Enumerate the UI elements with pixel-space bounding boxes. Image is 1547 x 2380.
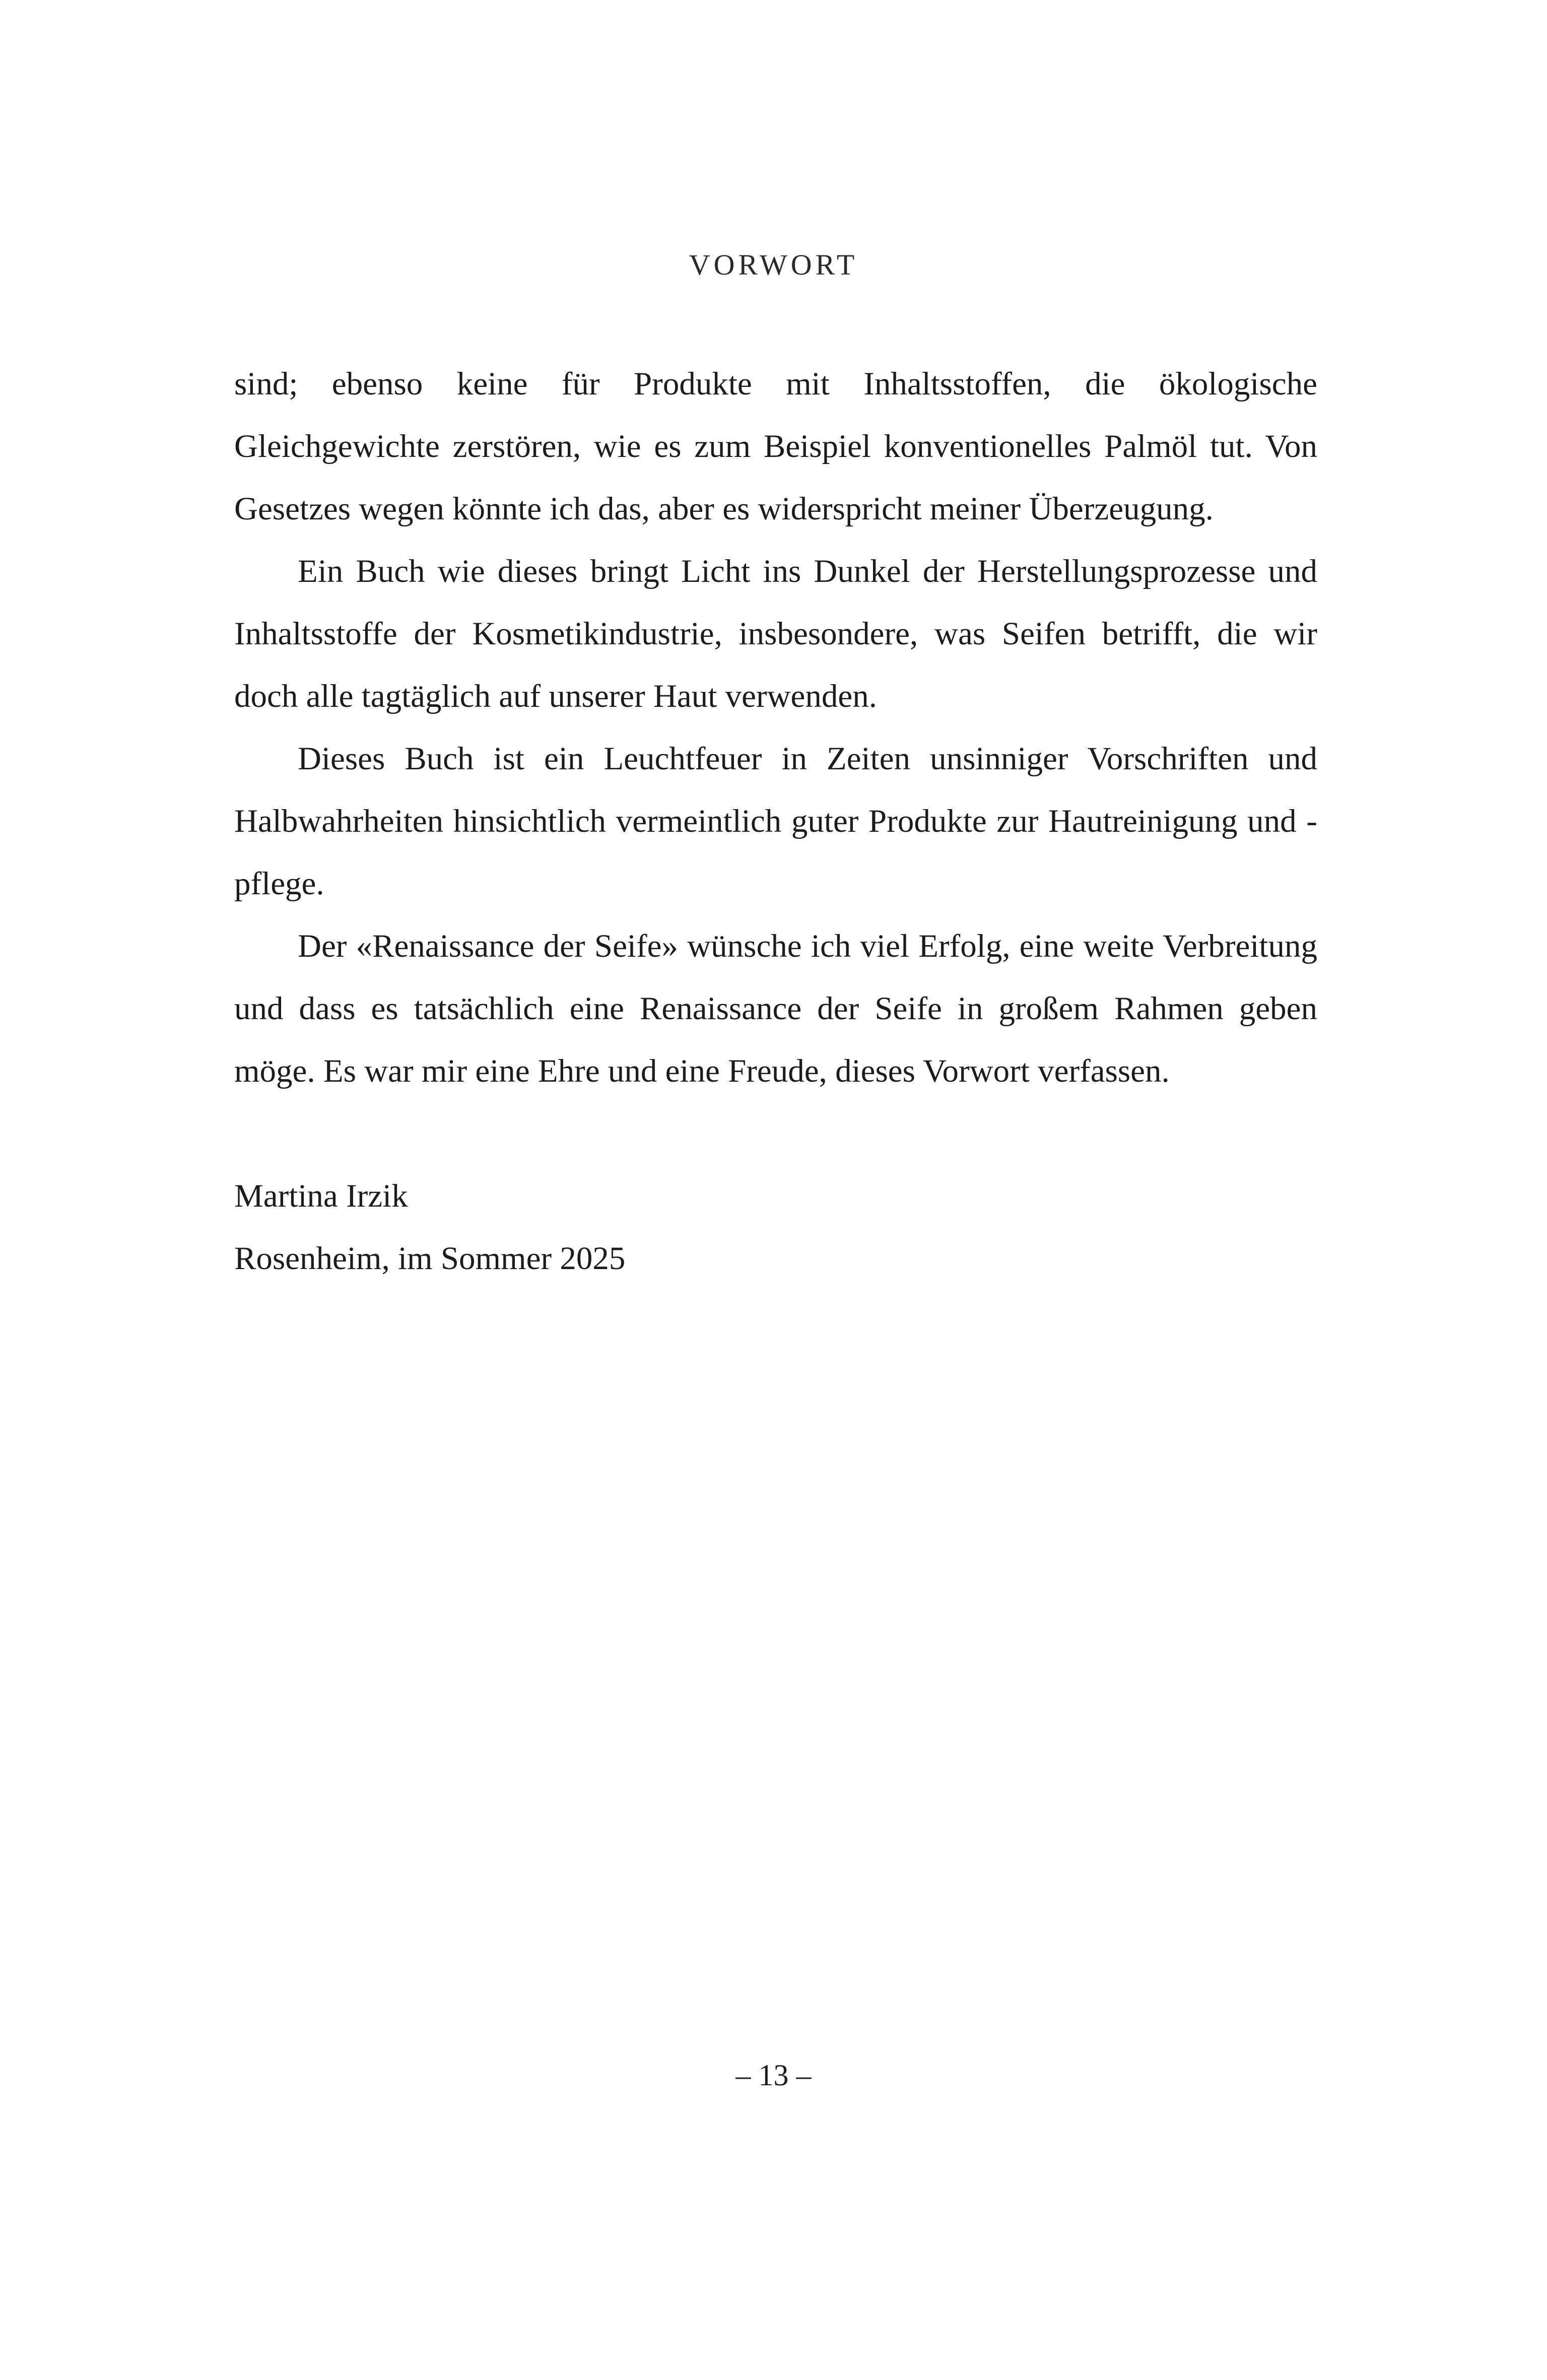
paragraph: Ein Buch wie dieses bringt Licht ins Dunkel der Herstellungsprozesse und Inhaltsstoffe der Kosmetikindustrie, insbesondere, was Seifen betrifft, die wir doch alle tagtäglich auf unserer Haut verwenden. bbox=[234, 553, 1317, 714]
paragraph: Der «Renaissance der Seife» wünsche ich viel Erfolg, eine weite Verbreitung und dass es tatsächlich eine Renaissance der Seife in großem Rahmen geben möge. Es war mir eine Ehre und eine Freude, dieses Vorwort verfassen. bbox=[234, 928, 1317, 1089]
paragraph: sind; ebenso keine für Produkte mit Inhaltsstoffen, die ökologische Gleichgewichte zerstören, wie es zum Beispiel konventionelles Palmöl tut. Von Gesetzes wegen könnte ich das, aber es widerspricht meiner Überzeugung. bbox=[234, 366, 1317, 527]
paragraph: Dieses Buch ist ein Leuchtfeuer in Zeiten unsinniger Vorschriften und Halbwahrheiten hinsichtlich vermeintlich guter Produkte zur Hautreinigung und -pflege. bbox=[234, 741, 1317, 902]
text-block bbox=[234, 353, 1317, 1290]
signature-place-date: Rosenheim, im Sommer 2025 bbox=[234, 1240, 626, 1277]
signature-name: Martina Irzik bbox=[234, 1178, 408, 1214]
signature-block bbox=[234, 1165, 1317, 1290]
page-number: – 13 – bbox=[735, 2059, 812, 2092]
running-header: VORWORT bbox=[689, 248, 858, 281]
